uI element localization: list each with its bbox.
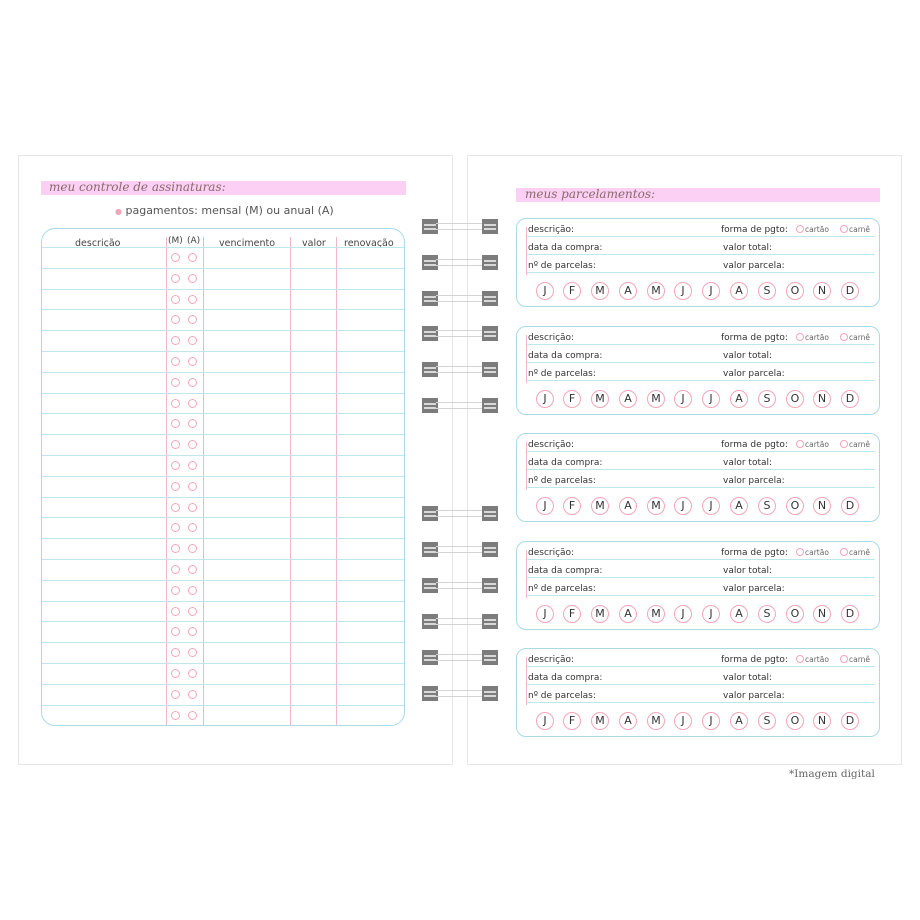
month-circle[interactable]: S [758, 497, 776, 515]
month-circle[interactable]: J [536, 712, 554, 730]
monthly-radio[interactable] [171, 690, 180, 699]
annual-radio[interactable] [188, 357, 197, 366]
valor-total-label: valor total: [723, 243, 773, 253]
monthly-radio[interactable] [171, 482, 180, 491]
annual-radio[interactable] [188, 523, 197, 532]
ring-wire [436, 295, 484, 296]
monthly-radio[interactable] [171, 627, 180, 636]
annual-radio[interactable] [188, 440, 197, 449]
data-compra-label: data da compra: [528, 243, 603, 253]
monthly-radio[interactable] [171, 607, 180, 616]
table-row-line [42, 538, 404, 539]
valor-total-label: valor total: [723, 458, 773, 468]
bullet-icon: ● [115, 207, 122, 216]
table-row-line [42, 309, 404, 310]
ring-hole-right [482, 326, 498, 341]
ring-wire [436, 660, 484, 661]
card-row-line [527, 469, 875, 470]
parcelas-label: nº de parcelas: [528, 584, 596, 594]
cartao-radio[interactable] [796, 655, 804, 663]
monthly-radio[interactable] [171, 648, 180, 657]
option-carne[interactable] [840, 655, 870, 664]
ring-wire [436, 582, 484, 583]
annual-radio[interactable] [188, 565, 197, 574]
annual-radio[interactable] [188, 482, 197, 491]
card-row-line [527, 362, 875, 363]
spiral-ring [420, 506, 500, 522]
valor-parcela-label: valor parcela: [723, 691, 785, 701]
month-circle[interactable]: F [563, 497, 581, 515]
ring-hole-left [422, 650, 438, 665]
ring-wire [436, 265, 484, 266]
table-row-line [42, 684, 404, 685]
ring-wire [436, 366, 484, 367]
month-circle[interactable]: S [758, 605, 776, 623]
ring-hole-right [482, 614, 498, 629]
card-row-line [527, 254, 875, 255]
spiral-ring [420, 291, 500, 307]
ring-wire [436, 552, 484, 553]
month-circle[interactable]: J [536, 282, 554, 300]
forma-pgto-label: forma de pgto: [721, 225, 788, 235]
month-circle[interactable]: M [591, 390, 609, 408]
month-circle[interactable]: J [536, 497, 554, 515]
month-circle[interactable]: J [674, 390, 692, 408]
left-page [18, 155, 453, 765]
table-row-line [42, 413, 404, 414]
card-row-line [527, 272, 875, 273]
annual-radio[interactable] [188, 544, 197, 553]
monthly-radio[interactable] [171, 711, 180, 720]
ring-hole-left [422, 686, 438, 701]
card-margin-line [526, 657, 527, 705]
carne-radio[interactable] [840, 225, 848, 233]
month-circle[interactable]: A [619, 605, 637, 623]
data-compra-label: data da compra: [528, 673, 603, 683]
ring-hole-left [422, 398, 438, 413]
annual-radio[interactable] [188, 419, 197, 428]
page-title: meus parcelamentos: [525, 187, 656, 201]
month-circle[interactable]: J [702, 390, 720, 408]
card-margin-line [526, 227, 527, 275]
cartao-radio[interactable] [796, 548, 804, 556]
annual-radio[interactable] [188, 586, 197, 595]
monthly-radio[interactable] [171, 586, 180, 595]
month-circle[interactable]: A [730, 712, 748, 730]
month-circle[interactable]: M [591, 497, 609, 515]
valor-parcela-label: valor parcela: [723, 369, 785, 379]
card-margin-line [526, 442, 527, 490]
annual-radio[interactable] [188, 336, 197, 345]
table-row-line [42, 705, 404, 706]
month-circle[interactable]: M [647, 282, 665, 300]
card-row-line [527, 236, 875, 237]
month-circle[interactable]: A [619, 712, 637, 730]
carne-radio[interactable] [840, 440, 848, 448]
ring-hole-right [482, 255, 498, 270]
column-header-anual: (A) [187, 236, 201, 246]
parcelas-label: nº de parcelas: [528, 369, 596, 379]
annual-radio[interactable] [188, 461, 197, 470]
option-carne-label: carnê [849, 548, 871, 557]
month-circle[interactable]: J [536, 390, 554, 408]
month-circle[interactable]: O [786, 712, 804, 730]
installment-card [516, 541, 880, 630]
annual-radio[interactable] [188, 503, 197, 512]
table-row-line [42, 351, 404, 352]
card-margin-line [526, 550, 527, 598]
table-row-line [42, 289, 404, 290]
annual-radio[interactable] [188, 627, 197, 636]
table-row-line [42, 642, 404, 643]
ring-wire [436, 336, 484, 337]
column-header-valor: valor [302, 238, 326, 249]
month-circle[interactable]: D [841, 605, 859, 623]
ring-wire [436, 301, 484, 302]
option-cartao-label: cartão [805, 655, 829, 664]
monthly-radio[interactable] [171, 544, 180, 553]
annual-radio[interactable] [188, 711, 197, 720]
month-circle[interactable]: F [563, 712, 581, 730]
valor-total-label: valor total: [723, 351, 773, 361]
ring-hole-left [422, 362, 438, 377]
table-row-line [42, 497, 404, 498]
cartao-radio[interactable] [796, 225, 804, 233]
cartao-radio[interactable] [796, 440, 804, 448]
card-row-line [527, 559, 875, 560]
month-circle[interactable]: D [841, 497, 859, 515]
spiral-ring [420, 542, 500, 558]
monthly-radio[interactable] [171, 378, 180, 387]
month-circle[interactable]: A [730, 282, 748, 300]
month-circle[interactable]: M [647, 497, 665, 515]
installment-card [516, 326, 880, 415]
month-circle[interactable]: A [730, 390, 748, 408]
month-circle[interactable]: D [841, 390, 859, 408]
option-carne-label: carnê [849, 440, 871, 449]
installment-card [516, 433, 880, 522]
month-circle[interactable]: A [730, 605, 748, 623]
table-row-line [42, 517, 404, 518]
spiral-ring [420, 650, 500, 666]
option-cartao[interactable] [796, 440, 829, 449]
monthly-radio[interactable] [171, 461, 180, 470]
forma-pgto-label: forma de pgto: [721, 333, 788, 343]
month-circle[interactable]: O [786, 605, 804, 623]
page-title: meu controle de assinaturas: [49, 180, 226, 194]
data-compra-label: data da compra: [528, 351, 603, 361]
month-circle[interactable]: M [647, 390, 665, 408]
card-row-line [527, 344, 875, 345]
monthly-radio[interactable] [171, 315, 180, 324]
month-circle[interactable]: F [563, 390, 581, 408]
data-compra-label: data da compra: [528, 566, 603, 576]
valor-parcela-label: valor parcela: [723, 476, 785, 486]
card-row-line [527, 684, 875, 685]
ring-hole-right [482, 291, 498, 306]
monthly-radio[interactable] [171, 565, 180, 574]
carne-radio[interactable] [840, 548, 848, 556]
ring-wire [436, 259, 484, 260]
subscriptions-table [41, 228, 405, 726]
column-header-descricao: descrição [75, 238, 121, 249]
ring-hole-right [482, 362, 498, 377]
spiral-ring [420, 578, 500, 594]
spiral-ring [420, 255, 500, 271]
ring-wire [436, 690, 484, 691]
descricao-label: descrição: [528, 655, 575, 665]
month-circle[interactable]: S [758, 282, 776, 300]
annual-radio[interactable] [188, 669, 197, 678]
month-circle[interactable]: A [619, 390, 637, 408]
card-row-line [527, 577, 875, 578]
month-circle[interactable]: J [674, 605, 692, 623]
ring-hole-left [422, 542, 438, 557]
month-circle[interactable]: F [563, 282, 581, 300]
parcelas-label: nº de parcelas: [528, 476, 596, 486]
annual-radio[interactable] [188, 607, 197, 616]
option-cartao-label: cartão [805, 548, 829, 557]
month-circle[interactable]: M [591, 282, 609, 300]
ring-hole-left [422, 219, 438, 234]
option-cartao[interactable] [796, 225, 829, 234]
descricao-label: descrição: [528, 440, 575, 450]
table-row-line [42, 372, 404, 373]
month-circle[interactable]: N [813, 497, 831, 515]
cartao-radio[interactable] [796, 333, 804, 341]
spiral-ring [420, 219, 500, 235]
month-circle[interactable]: J [702, 282, 720, 300]
table-row-line [42, 330, 404, 331]
month-circle[interactable]: M [591, 712, 609, 730]
annual-radio[interactable] [188, 274, 197, 283]
monthly-radio[interactable] [171, 419, 180, 428]
ring-wire [436, 402, 484, 403]
carne-radio[interactable] [840, 333, 848, 341]
option-cartao[interactable] [796, 333, 829, 342]
spiral-ring [420, 362, 500, 378]
month-circle[interactable]: J [674, 712, 692, 730]
table-row-line [42, 663, 404, 664]
table-row-line [42, 393, 404, 394]
descricao-label: descrição: [528, 548, 575, 558]
table-row-line [42, 559, 404, 560]
right-page [467, 155, 902, 765]
forma-pgto-label: forma de pgto: [721, 655, 788, 665]
forma-pgto-label: forma de pgto: [721, 548, 788, 558]
annual-radio[interactable] [188, 690, 197, 699]
option-cartao[interactable] [796, 655, 829, 664]
table-row-line [42, 476, 404, 477]
descricao-label: descrição: [528, 225, 575, 235]
month-circle[interactable]: N [813, 282, 831, 300]
option-cartao-label: cartão [805, 225, 829, 234]
table-row-line [42, 580, 404, 581]
spiral-ring [420, 326, 500, 342]
option-carne[interactable] [840, 333, 870, 342]
parcelas-label: nº de parcelas: [528, 691, 596, 701]
ring-hole-left [422, 326, 438, 341]
month-circle[interactable]: O [786, 497, 804, 515]
card-row-line [527, 487, 875, 488]
installment-card [516, 218, 880, 307]
month-circle[interactable]: J [702, 497, 720, 515]
ring-hole-right [482, 650, 498, 665]
option-cartao[interactable] [796, 548, 829, 557]
ring-wire [436, 516, 484, 517]
card-row-line [527, 702, 875, 703]
option-carne[interactable] [840, 548, 870, 557]
ring-wire [436, 330, 484, 331]
annual-radio[interactable] [188, 378, 197, 387]
monthly-radio[interactable] [171, 523, 180, 532]
table-row-line [42, 434, 404, 435]
monthly-radio[interactable] [171, 357, 180, 366]
month-circle[interactable]: S [758, 390, 776, 408]
ring-wire [436, 408, 484, 409]
column-header-vencimento: vencimento [219, 238, 276, 249]
ring-wire [436, 372, 484, 373]
valor-parcela-label: valor parcela: [723, 261, 785, 271]
ring-hole-right [482, 219, 498, 234]
monthly-radio[interactable] [171, 336, 180, 345]
ring-hole-left [422, 255, 438, 270]
valor-total-label: valor total: [723, 566, 773, 576]
annual-radio[interactable] [188, 648, 197, 657]
ring-wire [436, 223, 484, 224]
month-circle[interactable]: J [674, 497, 692, 515]
month-circle[interactable]: O [786, 390, 804, 408]
table-row-line [42, 247, 404, 248]
table-row-line [42, 601, 404, 602]
option-carne-label: carnê [849, 225, 871, 234]
ring-hole-right [482, 578, 498, 593]
ring-wire [436, 624, 484, 625]
valor-parcela-label: valor parcela: [723, 584, 785, 594]
ring-hole-left [422, 291, 438, 306]
ring-wire [436, 229, 484, 230]
monthly-radio[interactable] [171, 253, 180, 262]
data-compra-label: data da compra: [528, 458, 603, 468]
month-circle[interactable]: A [730, 497, 748, 515]
month-circle[interactable]: M [647, 605, 665, 623]
ring-wire [436, 618, 484, 619]
ring-wire [436, 696, 484, 697]
month-circle[interactable]: D [841, 712, 859, 730]
month-circle[interactable]: S [758, 712, 776, 730]
card-margin-line [526, 335, 527, 383]
ring-hole-right [482, 686, 498, 701]
monthly-radio[interactable] [171, 440, 180, 449]
annual-radio[interactable] [188, 399, 197, 408]
ring-wire [436, 654, 484, 655]
monthly-radio[interactable] [171, 274, 180, 283]
option-carne-label: carnê [849, 333, 871, 342]
month-circle[interactable]: M [591, 605, 609, 623]
ring-wire [436, 588, 484, 589]
month-circle[interactable]: D [841, 282, 859, 300]
payment-legend-text: pagamentos: mensal (M) ou anual (A) [125, 204, 334, 217]
month-circle[interactable]: J [702, 712, 720, 730]
card-row-line [527, 451, 875, 452]
month-circle[interactable]: F [563, 605, 581, 623]
ring-hole-right [482, 398, 498, 413]
month-circle[interactable]: A [619, 497, 637, 515]
annual-radio[interactable] [188, 295, 197, 304]
month-circle[interactable]: O [786, 282, 804, 300]
forma-pgto-label: forma de pgto: [721, 440, 788, 450]
month-circle[interactable]: N [813, 712, 831, 730]
option-cartao-label: cartão [805, 440, 829, 449]
annual-radio[interactable] [188, 253, 197, 262]
descricao-label: descrição: [528, 333, 575, 343]
ring-hole-left [422, 506, 438, 521]
monthly-radio[interactable] [171, 399, 180, 408]
option-carne[interactable] [840, 440, 870, 449]
table-row-line [42, 621, 404, 622]
month-circle[interactable]: J [674, 282, 692, 300]
ring-hole-left [422, 578, 438, 593]
month-circle[interactable]: A [619, 282, 637, 300]
monthly-radio[interactable] [171, 295, 180, 304]
valor-total-label: valor total: [723, 673, 773, 683]
card-row-line [527, 595, 875, 596]
card-row-line [527, 380, 875, 381]
installment-card [516, 648, 880, 737]
month-circle[interactable]: J [702, 605, 720, 623]
parcelas-label: nº de parcelas: [528, 261, 596, 271]
monthly-radio[interactable] [171, 503, 180, 512]
ring-hole-left [422, 614, 438, 629]
option-cartao-label: cartão [805, 333, 829, 342]
table-row-line [42, 455, 404, 456]
spiral-ring [420, 398, 500, 414]
column-header-mensal: (M) [168, 236, 183, 246]
option-carne-label: carnê [849, 655, 871, 664]
month-circle[interactable]: N [813, 390, 831, 408]
month-circle[interactable]: M [647, 712, 665, 730]
month-circle[interactable]: J [536, 605, 554, 623]
ring-hole-right [482, 506, 498, 521]
spiral-ring [420, 686, 500, 702]
ring-wire [436, 546, 484, 547]
card-row-line [527, 666, 875, 667]
footnote: *Imagem digital [789, 768, 875, 780]
ring-wire [436, 510, 484, 511]
ring-hole-right [482, 542, 498, 557]
option-carne[interactable] [840, 225, 870, 234]
payment-legend [115, 204, 334, 217]
month-circle[interactable]: N [813, 605, 831, 623]
spiral-ring [420, 614, 500, 630]
monthly-radio[interactable] [171, 669, 180, 678]
table-row-line [42, 268, 404, 269]
annual-radio[interactable] [188, 315, 197, 324]
carne-radio[interactable] [840, 655, 848, 663]
column-header-renovacao: renovação [344, 238, 394, 249]
